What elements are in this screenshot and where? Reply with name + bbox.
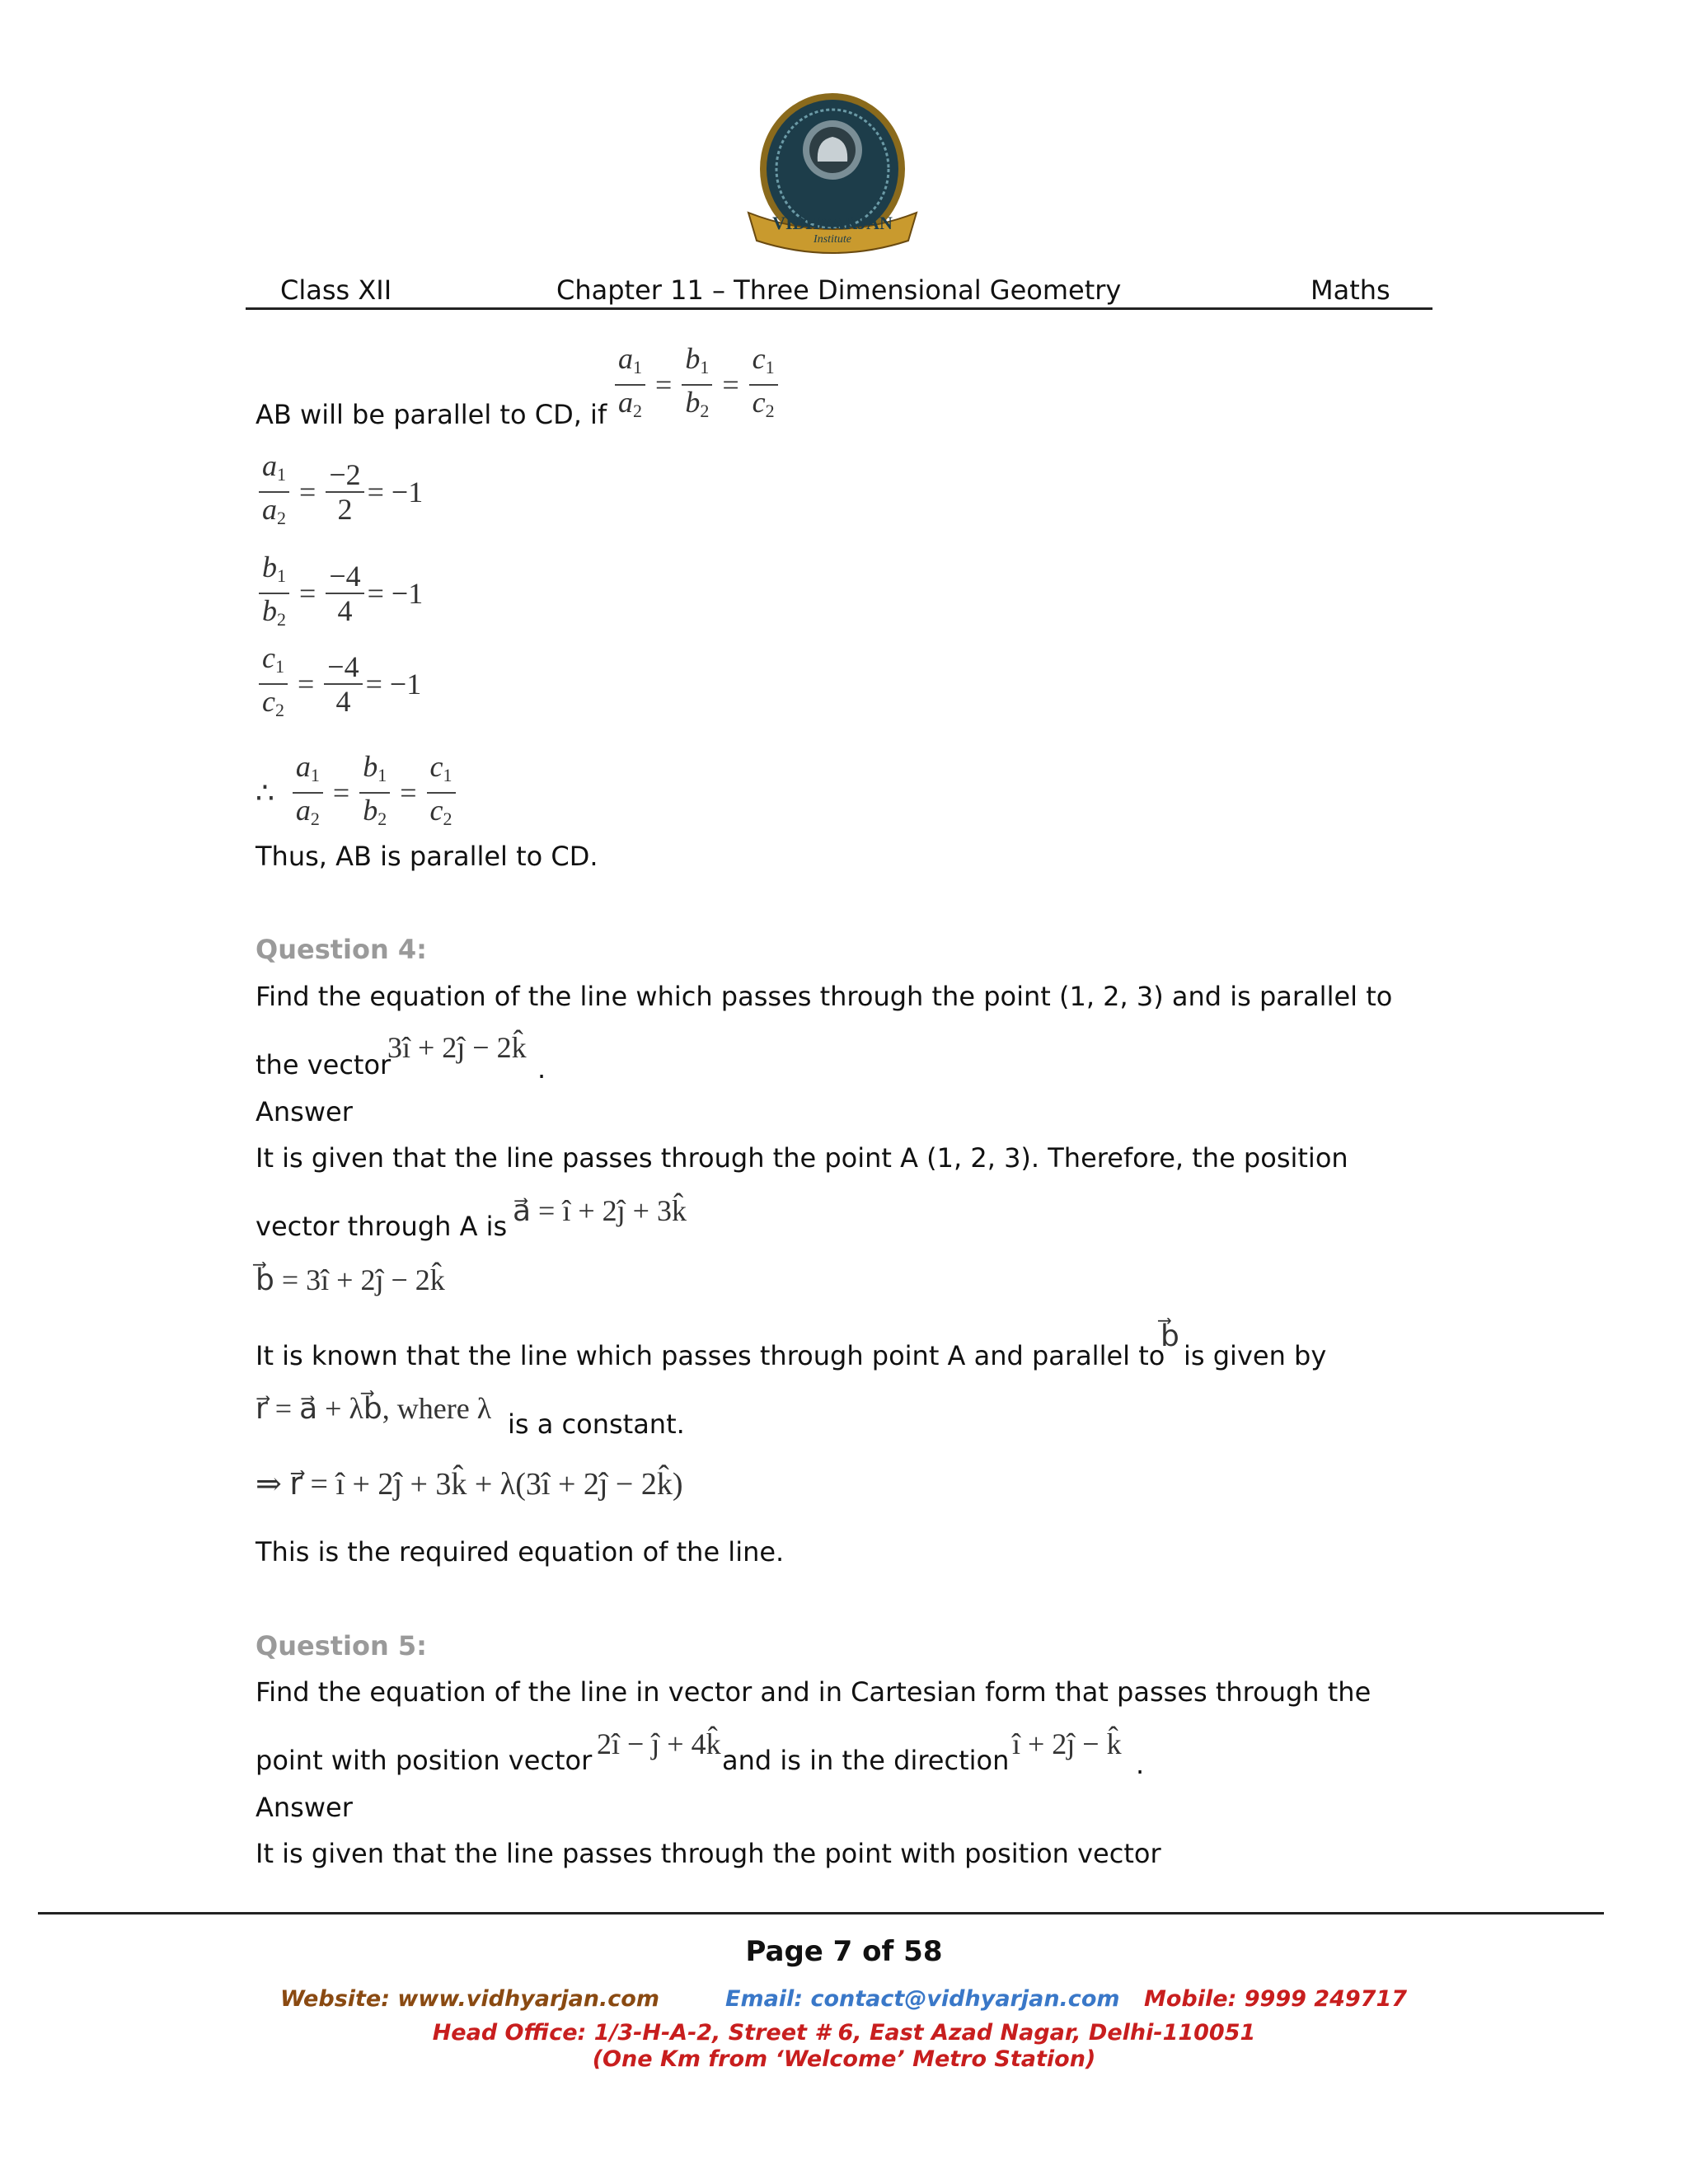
r-formula-suffix: is a constant.: [508, 1408, 685, 1440]
known-line-suffix: is given by: [1184, 1340, 1327, 1371]
header-subject: Maths: [1311, 274, 1390, 306]
ratio-b-formula: $\frac{b_1}{b_2}$ = $\frac{-4}{4}$ = −1: [256, 551, 423, 636]
ratio-a-num: −2: [329, 458, 361, 491]
ratio-c-formula: $\frac{c_1}{c_2}$ = $\frac{-4}{4}$ = −1: [256, 641, 421, 727]
question-5-answer-label: Answer: [256, 1792, 353, 1823]
question-4-line1: Find the equation of the line which passes through the point (1, 2, 3) and is parallel to: [256, 981, 1393, 1012]
parallel-condition-text: AB will be parallel to CD, if: [256, 399, 607, 430]
question-5-line1: Find the equation of the line in vector and in Cartesian form that passes through the: [256, 1676, 1372, 1708]
vector-a-formula: a⃗ = î + 2ĵ + 3k̂: [513, 1194, 687, 1227]
known-b-vector: b⃗: [1160, 1319, 1179, 1352]
ratio-a-result: = −1: [367, 476, 424, 509]
institute-logo: [725, 91, 940, 280]
question-4-answer-line2: vector through A is: [256, 1211, 508, 1242]
footer-divider: [38, 1912, 1604, 1915]
therefore-formula: ∴ $\frac{a_1}{a_2}$ = $\frac{b_1}{b_2}$ = $\frac{c_1}{c_2}$: [256, 750, 459, 836]
footer-office-note: (One Km from ‘Welcome’ Metro Station): [592, 2046, 1096, 2072]
ratio-c-den: 4: [335, 685, 351, 718]
footer-mobile: Mobile: 9999 249717: [1144, 1986, 1408, 2012]
vector-b-formula: b⃗ = 3î + 2ĵ − 2k̂: [256, 1263, 445, 1296]
ratio-condition-formula: $\frac{a_1}{a_2}$ = $\frac{b_1}{b_2}$ = $\frac{c_1}{c_2}$: [612, 342, 781, 428]
ratio-a-formula: $\frac{a_1}{a_2}$ = $\frac{-2}{2}$ = −1: [256, 449, 423, 535]
direction-vector: î + 2ĵ − k̂: [1012, 1727, 1122, 1760]
question-4-vector: 3î + 2ĵ − 2k̂: [387, 1031, 527, 1064]
therefore-icon: ∴: [256, 776, 274, 809]
ratio-c-result: = −1: [365, 668, 422, 701]
header-divider: [246, 307, 1432, 310]
footer-website[interactable]: Website: www.vidhyarjan.com: [280, 1986, 659, 2012]
position-vector: 2î − ĵ + 4k̂: [597, 1727, 721, 1760]
ratio-a-den: 2: [337, 493, 353, 526]
r-formula: r⃗ = a⃗ + λb⃗, where λ: [256, 1392, 492, 1425]
header-chapter: Chapter 11 – Three Dimensional Geometry: [556, 274, 1122, 306]
question-5-answer-line1: It is given that the line passes through the point with position vector: [256, 1838, 1161, 1869]
question-5-line2-mid: and is in the direction: [722, 1745, 1010, 1776]
conclusion-text: Thus, AB is parallel to CD.: [256, 841, 598, 872]
ratio-b-num: −4: [329, 560, 361, 593]
logo-top-text: VIDHYARJAN: [772, 213, 893, 233]
footer-office-address: Head Office: 1/3-H-A-2, Street # 6, East Azad Nagar, Delhi-110051: [432, 2020, 1256, 2046]
ratio-b-den: 4: [337, 594, 353, 627]
question-4-line2-prefix: the vector: [256, 1049, 392, 1080]
page-number: Page 7 of 58: [745, 1935, 943, 1968]
header-class: Class XII: [280, 274, 392, 306]
logo-bottom-text: Institute: [814, 233, 851, 246]
question-4-title: Question 4:: [256, 934, 427, 965]
question-4-answer-line1: It is given that the line passes through the point A (1, 2, 3). Therefore, the position: [256, 1142, 1348, 1174]
required-equation-text: This is the required equation of the line.: [256, 1536, 785, 1568]
known-line-prefix: It is known that the line which passes through point A and parallel to: [256, 1340, 1165, 1371]
question-5-line2-prefix: point with position vector: [256, 1745, 593, 1776]
question-5-line2-suffix: .: [1136, 1749, 1145, 1780]
line-equation-result: ⇒ r⃗ = î + 2ĵ + 3k̂ + λ(3î + 2ĵ − 2k̂): [256, 1467, 683, 1502]
question-4-line2-suffix: .: [537, 1053, 546, 1085]
ratio-b-result: = −1: [367, 577, 424, 610]
ratio-c-num: −4: [327, 650, 359, 683]
footer-email[interactable]: Email: contact@vidhyarjan.com: [725, 1986, 1120, 2012]
question-5-title: Question 5:: [256, 1630, 427, 1661]
logo-emblem: [725, 91, 940, 280]
question-4-answer-label: Answer: [256, 1096, 353, 1127]
